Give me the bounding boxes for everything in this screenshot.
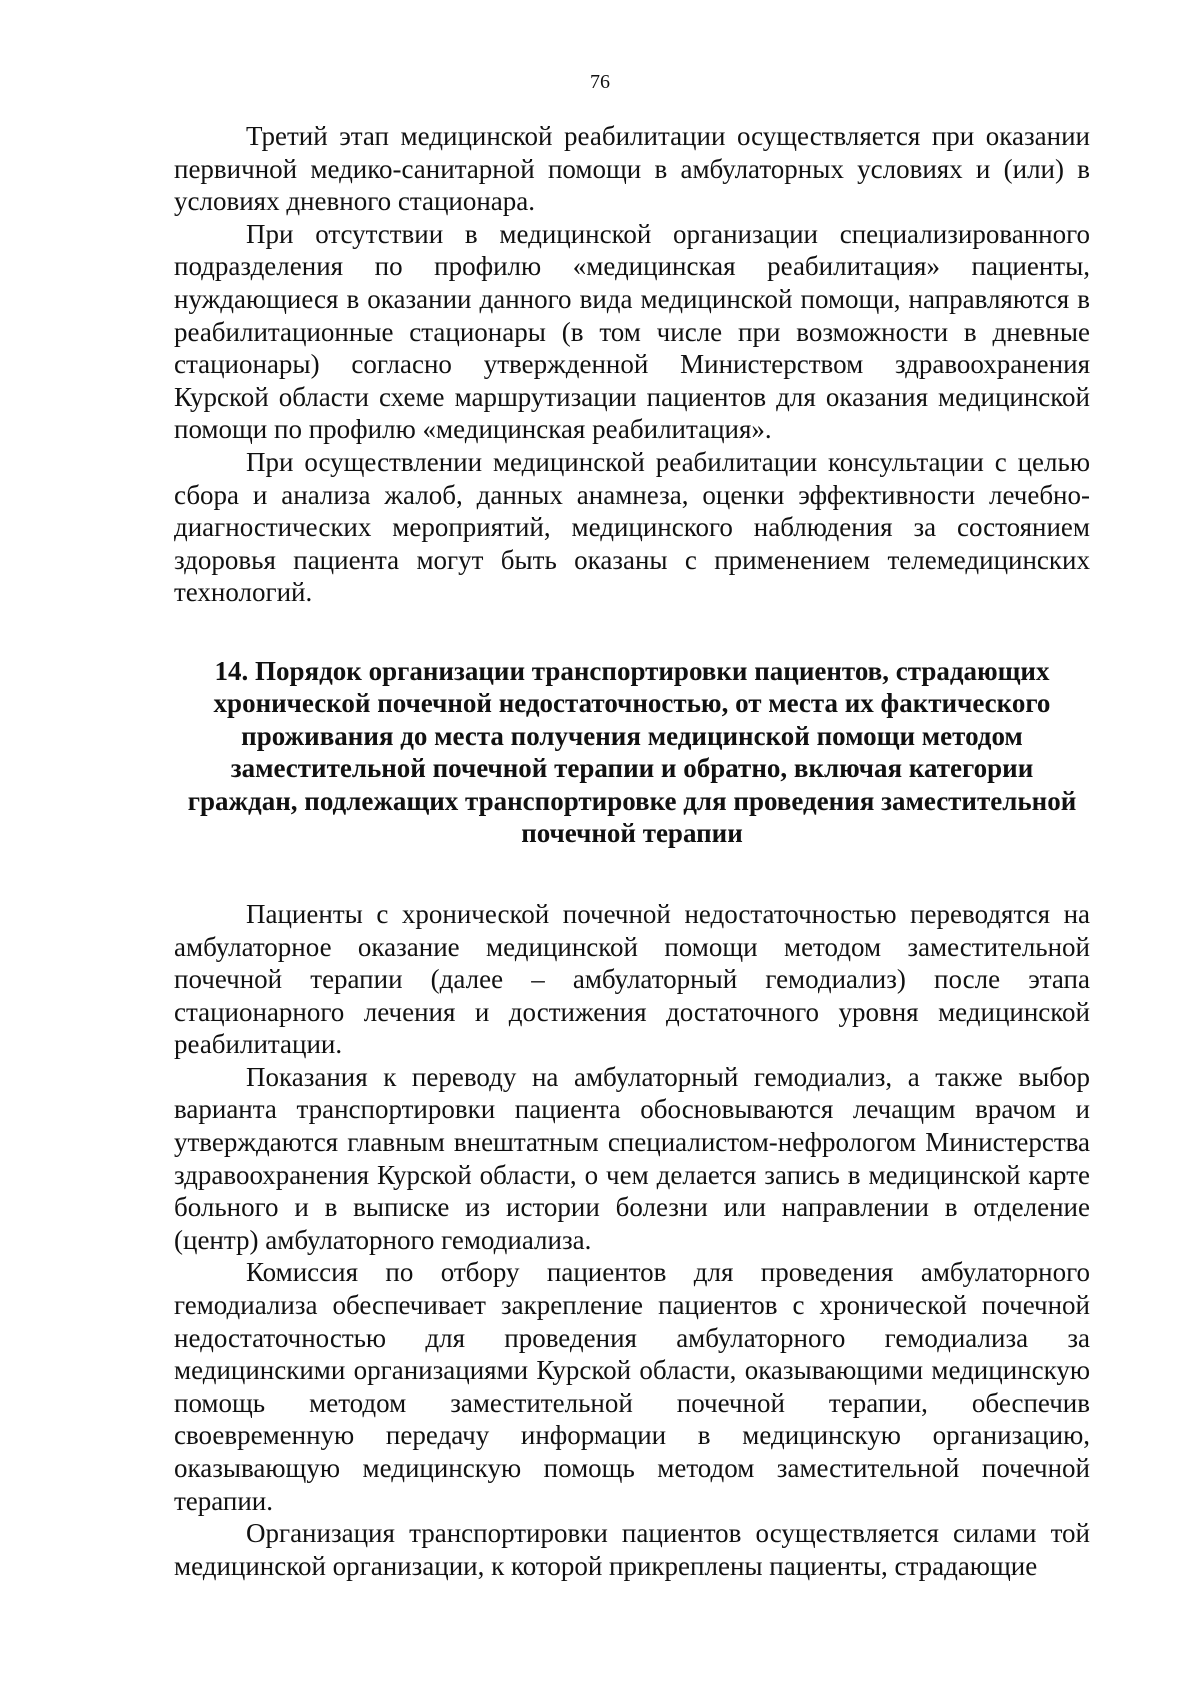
paragraph: При отсутствии в медицинской организации специализированного подразделения по профилю «медицинская реабилитация» пациенты, нуждающиеся в оказании данного вида медицинской помощи, направляются в реабилитационные стационары (в том числе при возможности в дневные стационары) согласно утвержденной Министерством здравоохранения Курской области схеме маршрутизации пациентов для оказания медицинской помощи по профилю «медицинская реабилитация». <box>174 218 1090 445</box>
paragraph: При осуществлении медицинской реабилитации консультации с целью сбора и анализа жалоб, данных анамнеза, оценки эффективности лечебно-диагностических мероприятий, медицинского наблюдения за состоянием здоровья пациента могут быть оказаны с применением телемедицинских технологий. <box>174 446 1090 608</box>
page-content <box>174 120 1090 1582</box>
paragraph: Пациенты с хронической почечной недостаточностью переводятся на амбулаторное оказание медицинской помощи методом заместительной почечной терапии (далее – амбулаторный гемодиализ) после этапа стационарного лечения и достижения достаточного уровня медицинской реабилитации. <box>174 898 1090 1060</box>
paragraph: Показания к переводу на амбулаторный гемодиализ, а также выбор варианта транспортировки пациента обосновываются лечащим врачом и утверждаются главным внештатным специалистом-нефрологом Министерства здравоохранения Курской области, о чем делается запись в медицинской карте больного и в выписке из истории болезни или направлении в отделение (центр) амбулаторного гемодиализа. <box>174 1061 1090 1255</box>
paragraph: Организация транспортировки пациентов осуществляется силами той медицинской организации, к которой прикреплены пациенты, страдающие <box>174 1518 1090 1581</box>
spacer <box>174 850 1090 898</box>
paragraph: Третий этап медицинской реабилитации осуществляется при оказании первичной медико-санитарной помощи в амбулаторных условиях и (или) в условиях дневного стационара. <box>174 121 1090 217</box>
spacer <box>174 609 1090 655</box>
section-heading: 14. Порядок организации транспортировки пациентов, страдающих хронической почечной недостаточностью, от места их фактического проживания до места получения медицинской помощи методом заместительной почечной терапии и обратно, включая категории граждан, подлежащих транспортировке для проведения заместительной почечной терапии <box>187 655 1077 849</box>
page-number: 76 <box>590 71 610 93</box>
paragraph: Комиссия по отбору пациентов для проведения амбулаторного гемодиализа обеспечивает закрепление пациентов с хронической почечной недостаточностью для проведения амбулаторного гемодиализа за медицинскими организациями Курской области, оказывающими медицинскую помощь методом заместительной почечной терапии, обеспечив своевременную передачу информации в медицинскую организацию, оказывающую медицинскую помощь методом заместительной почечной терапии. <box>174 1257 1090 1516</box>
